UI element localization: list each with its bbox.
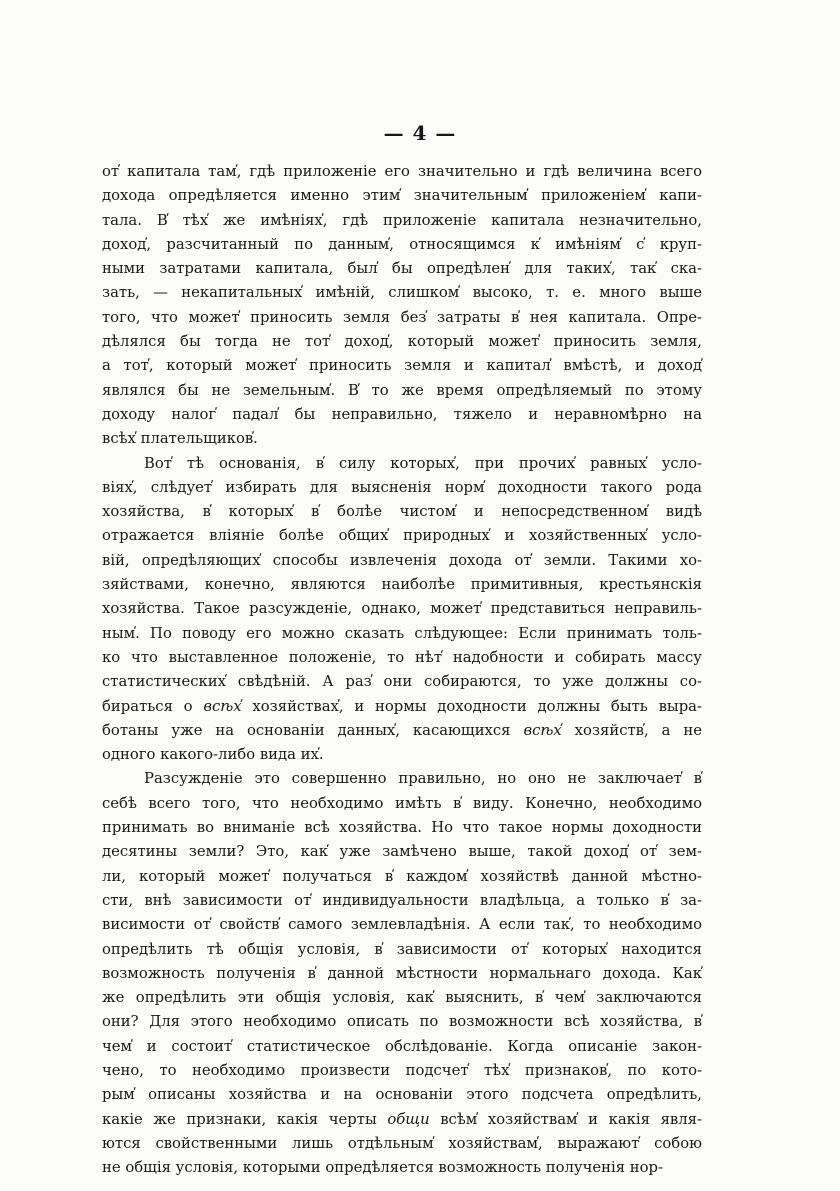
text-segment: ли, который может̕ получаться в̕ каждом̕ хозяйствѣ данной мѣстно- — [102, 867, 702, 885]
emphasized-word: всѣх̕ — [203, 697, 242, 715]
text-segment: того, что может̕ приносить земля без̕ затраты в̕ нея капитала. Опре- — [102, 308, 702, 326]
text-line — [102, 306, 702, 330]
text-segment: висимости от̕ свойств̕ самого землевладѣнія. А если так̕, то необходимо — [102, 916, 702, 934]
text-segment: же опредѣлить эти общія условія, как̕ выяснить, в̕ чем̕ заключаются — [102, 989, 702, 1007]
text-line — [102, 281, 702, 305]
paragraph — [102, 160, 702, 452]
text-segment: дохода опредѣляется именно этим̕ значительным̕ приложеніем̕ капи- — [102, 187, 702, 205]
text-line — [102, 938, 702, 962]
text-segment: Разсужденіе это совершенно правильно, но оно не заключает̕ в̕ — [144, 770, 702, 788]
text-line — [102, 792, 702, 816]
text-line — [102, 1132, 702, 1156]
text-line — [102, 1108, 702, 1132]
text-segment: от̕ капитала там̕, гдѣ приложеніе его значительно и гдѣ величина всего — [102, 163, 702, 180]
text-line — [102, 379, 702, 403]
text-segment: вій, опредѣляющих̕ способы извлеченія дохода от̕ земли. Такими хо- — [102, 551, 702, 569]
text-segment: ботаны уже на основаніи данных̕, касающихся — [102, 721, 524, 739]
text-line — [102, 427, 702, 451]
text-segment: ко что выставленное положеніе, то нѣт̕ надобности и собирать массу — [102, 648, 702, 666]
text-line — [102, 889, 702, 913]
text-line — [102, 403, 702, 427]
text-segment: отражается вліяніе болѣе общих̕ природных̕ и хозяйственных̕ усло- — [102, 527, 702, 545]
text-segment: не общія условія, которыми опредѣляется возможность полученія нор- — [102, 1159, 664, 1177]
text-segment: хозяйства. Такое разсужденіе, однако, может̕ представиться неправиль- — [102, 600, 702, 618]
text-segment: они? Для этого необходимо описать по возможности всѣ хозяйства, в̕ — [102, 1013, 702, 1031]
text-segment: опредѣлить тѣ общія условія, в̕ зависимости от̕ которых̕ находится — [102, 940, 702, 958]
text-segment: какіе же признаки, какія черты — [102, 1110, 388, 1128]
text-line — [102, 986, 702, 1010]
text-segment: возможность полученія в̕ данной мѣстности нормальнаго дохода. Как̕ — [102, 964, 702, 982]
text-line — [102, 476, 702, 500]
paragraph — [102, 767, 702, 1180]
body-text — [102, 160, 702, 1180]
text-segment: хозяйств̕, а не — [561, 721, 702, 739]
text-segment: принимать во вниманіе всѣ хозяйства. Но что такое нормы доходности — [102, 819, 702, 837]
text-segment: статистических̕ свѣдѣній. А раз̕ они собираются, то уже должны со- — [102, 673, 702, 691]
paragraph — [102, 452, 702, 768]
text-line — [102, 646, 702, 670]
text-line — [102, 1010, 702, 1034]
text-segment: чено, то необходимо произвести подсчет̕ тѣх̕ признаков̕, по кото- — [102, 1061, 702, 1079]
text-segment: ными затратами капитала, был̕ бы опредѣлен̕ для таких̕, так̕ ска- — [102, 260, 702, 278]
text-line — [102, 184, 702, 208]
text-segment: зяйствами, конечно, являются наиболѣе примитивныя, крестьянскія — [102, 576, 702, 594]
text-segment: рым̕ описаны хозяйства и на основаніи этого подсчета опредѣлить, — [102, 1086, 702, 1104]
text-segment: десятины земли? Это, как̕ уже замѣчено выше, такой доход̕ от̕ зем- — [102, 843, 702, 861]
text-segment: а тот̕, который может̕ приносить земля и капитал̕ вмѣстѣ, и доход̕ — [102, 357, 702, 375]
text-line — [102, 719, 702, 743]
text-segment: хозяйствах̕, и нормы доходности должны быть выра- — [241, 697, 702, 715]
emphasized-word: всѣх̕ — [523, 721, 562, 739]
text-segment: сти, внѣ зависимости от̕ индивидуальности владѣльца, а только в̕ за- — [102, 891, 702, 909]
text-segment: дѣлялся бы тогда не тот̕ доход̕, который может̕ приносить земля, — [102, 333, 702, 351]
text-line — [102, 233, 702, 257]
text-segment: зать, — некапитальных̕ имѣній, слишком̕ высоко, т. е. много выше — [102, 284, 702, 302]
text-line — [102, 695, 702, 719]
text-segment: одного какого-либо вида их̕. — [102, 746, 324, 764]
text-segment: всѣх̕ плательщиков̕. — [102, 430, 258, 448]
text-line — [102, 1035, 702, 1059]
text-segment: доходу налог̕ падал̕ бы неправильно, тяжело и неравномѣрно на — [102, 405, 702, 423]
text-line — [102, 354, 702, 378]
text-segment: чем̕ и состоит̕ статистическое обслѣдованіе. Когда описаніе закон- — [102, 1037, 702, 1055]
text-line — [102, 670, 702, 694]
text-segment: Вот̕ тѣ основанія, в̕ силу которых̕, при прочих̕ равных̕ усло- — [144, 454, 702, 472]
text-line — [102, 573, 702, 597]
text-segment: хозяйства, в̕ которых̕ в̕ болѣе чистом̕ и непосредственном̕ видѣ — [102, 503, 702, 521]
text-line — [102, 865, 702, 889]
text-segment: себѣ всего того, что необходимо имѣть в̕ виду. Конечно, необходимо — [102, 794, 702, 812]
text-line — [102, 1083, 702, 1107]
text-line — [102, 913, 702, 937]
emphasized-word: общи — [387, 1110, 430, 1128]
text-line — [102, 1059, 702, 1083]
text-line — [102, 816, 702, 840]
text-line — [102, 597, 702, 621]
text-line — [102, 840, 702, 864]
text-segment: всѣм̕ хозяйствам̕ и какія явля- — [429, 1110, 702, 1128]
text-segment: ются свойственными лишь отдѣльным̕ хозяйствам̕, выражают̕ собою — [102, 1134, 702, 1152]
text-line — [102, 962, 702, 986]
text-segment: доход̕, разсчитанный по данным̕, относящимся к̕ имѣніям̕ с̕ круп- — [102, 235, 702, 253]
text-segment: тала. В̕ тѣх̕ же имѣніях̕, гдѣ приложеніе капитала незначительно, — [102, 211, 702, 229]
text-line — [102, 767, 702, 791]
text-line — [102, 160, 702, 184]
page-number: — 4 — — [383, 121, 457, 145]
text-line — [102, 209, 702, 233]
text-line — [102, 622, 702, 646]
text-line — [102, 452, 702, 476]
text-line — [102, 1156, 702, 1180]
text-segment: віях̕, слѣдует̕ избирать для выясненія норм̕ доходности такого рода — [102, 478, 702, 496]
text-line — [102, 524, 702, 548]
text-line — [102, 257, 702, 281]
text-segment: являлся бы не земельным̕. В̕ то же время опредѣляемый по этому — [102, 381, 702, 399]
text-line — [102, 500, 702, 524]
text-line — [102, 330, 702, 354]
text-segment: бираться о — [102, 697, 204, 715]
text-segment: ным̕. По поводу его можно сказать слѣдующее: Если принимать толь- — [102, 624, 702, 642]
text-line — [102, 549, 702, 573]
text-line — [102, 743, 702, 767]
